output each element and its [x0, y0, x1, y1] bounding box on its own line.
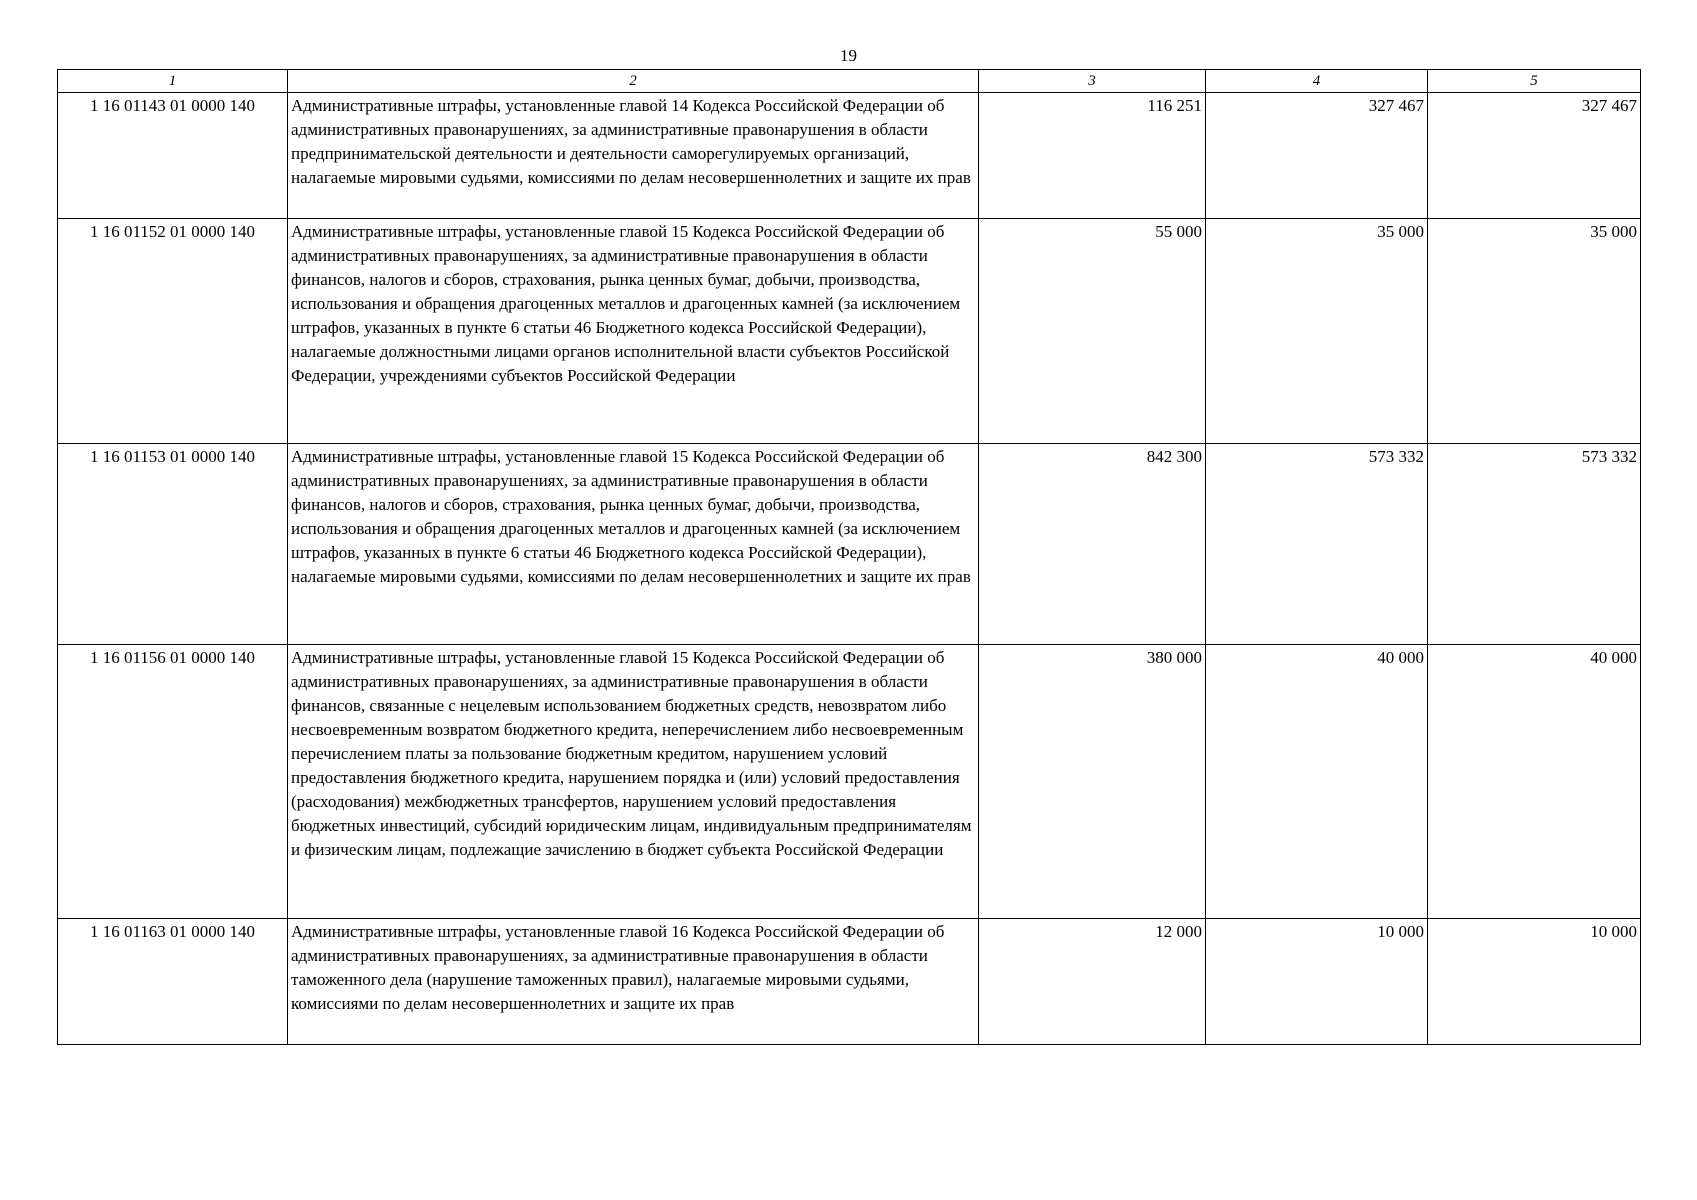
amount-col4-cell: 327 467 [1206, 93, 1428, 219]
column-header-4: 4 [1206, 70, 1428, 93]
table-row [58, 645, 1641, 919]
amount-col4-cell: 573 332 [1206, 444, 1428, 645]
table-row [58, 444, 1641, 645]
column-header-3: 3 [979, 70, 1206, 93]
description-cell: Административные штрафы, установленные главой 15 Кодекса Российской Федерации об административных правонарушениях, за административные правонарушения в области финансов, налогов и сборов, страхования, рынка ценных бумаг, добычи, производства, использования и обращения драгоценных металлов и драгоценных камней (за исключением штрафов, указанных в пункте 6 статьи 46 Бюджетного кодекса Российской Федерации), налагаемые мировыми судьями, комиссиями по делам несовершеннолетних и защите их прав [288, 444, 979, 645]
revenue-code-cell: 1 16 01152 01 0000 140 [58, 219, 288, 444]
revenue-code-cell: 1 16 01143 01 0000 140 [58, 93, 288, 219]
column-header-1: 1 [58, 70, 288, 93]
description-cell: Административные штрафы, установленные главой 14 Кодекса Российской Федерации об административных правонарушениях, за административные правонарушения в области предпринимательской деятельности и деятельности саморегулируемых организаций, налагаемые мировыми судьями, комиссиями по делам несовершеннолетних и защите их прав [288, 93, 979, 219]
table-row [58, 219, 1641, 444]
amount-col5-cell: 573 332 [1428, 444, 1641, 645]
table-row [58, 93, 1641, 219]
amount-col5-cell: 10 000 [1428, 919, 1641, 1045]
amount-col5-cell: 327 467 [1428, 93, 1641, 219]
amount-col3-cell: 842 300 [979, 444, 1206, 645]
table-row [58, 919, 1641, 1045]
budget-table [57, 69, 1641, 1045]
description-cell: Административные штрафы, установленные главой 16 Кодекса Российской Федерации об административных правонарушениях, за административные правонарушения в области таможенного дела (нарушение таможенных правил), налагаемые мировыми судьями, комиссиями по делам несовершеннолетних и защите их прав [288, 919, 979, 1045]
revenue-code-cell: 1 16 01156 01 0000 140 [58, 645, 288, 919]
column-header-2: 2 [288, 70, 979, 93]
amount-col3-cell: 380 000 [979, 645, 1206, 919]
column-header-5: 5 [1428, 70, 1641, 93]
table-header-row [58, 70, 1641, 93]
amount-col5-cell: 35 000 [1428, 219, 1641, 444]
amount-col3-cell: 12 000 [979, 919, 1206, 1045]
amount-col3-cell: 116 251 [979, 93, 1206, 219]
page-number: 19 [840, 46, 857, 65]
amount-col4-cell: 35 000 [1206, 219, 1428, 444]
amount-col3-cell: 55 000 [979, 219, 1206, 444]
amount-col4-cell: 40 000 [1206, 645, 1428, 919]
amount-col5-cell: 40 000 [1428, 645, 1641, 919]
revenue-code-cell: 1 16 01153 01 0000 140 [58, 444, 288, 645]
description-cell: Административные штрафы, установленные главой 15 Кодекса Российской Федерации об административных правонарушениях, за административные правонарушения в области финансов, налогов и сборов, страхования, рынка ценных бумаг, добычи, производства, использования и обращения драгоценных металлов и драгоценных камней (за исключением штрафов, указанных в пункте 6 статьи 46 Бюджетного кодекса Российской Федерации), налагаемые должностными лицами органов исполнительной власти субъектов Российской Федерации, учреждениями субъектов Российской Федерации [288, 219, 979, 444]
revenue-code-cell: 1 16 01163 01 0000 140 [58, 919, 288, 1045]
amount-col4-cell: 10 000 [1206, 919, 1428, 1045]
description-cell: Административные штрафы, установленные главой 15 Кодекса Российской Федерации об административных правонарушениях, за административные правонарушения в области финансов, связанные с нецелевым использованием бюджетных средств, невозвратом либо несвоевременным возвратом бюджетного кредита, неперечислением либо несвоевременным перечислением платы за пользование бюджетным кредитом, нарушением условий предоставления бюджетного кредита, нарушением порядка и (или) условий предоставления (расходования) межбюджетных трансфертов, нарушением условий предоставления бюджетных инвестиций, субсидий юридическим лицам, индивидуальным предпринимателям и физическим лицам, подлежащие зачислению в бюджет субъекта Российской Федерации [288, 645, 979, 919]
